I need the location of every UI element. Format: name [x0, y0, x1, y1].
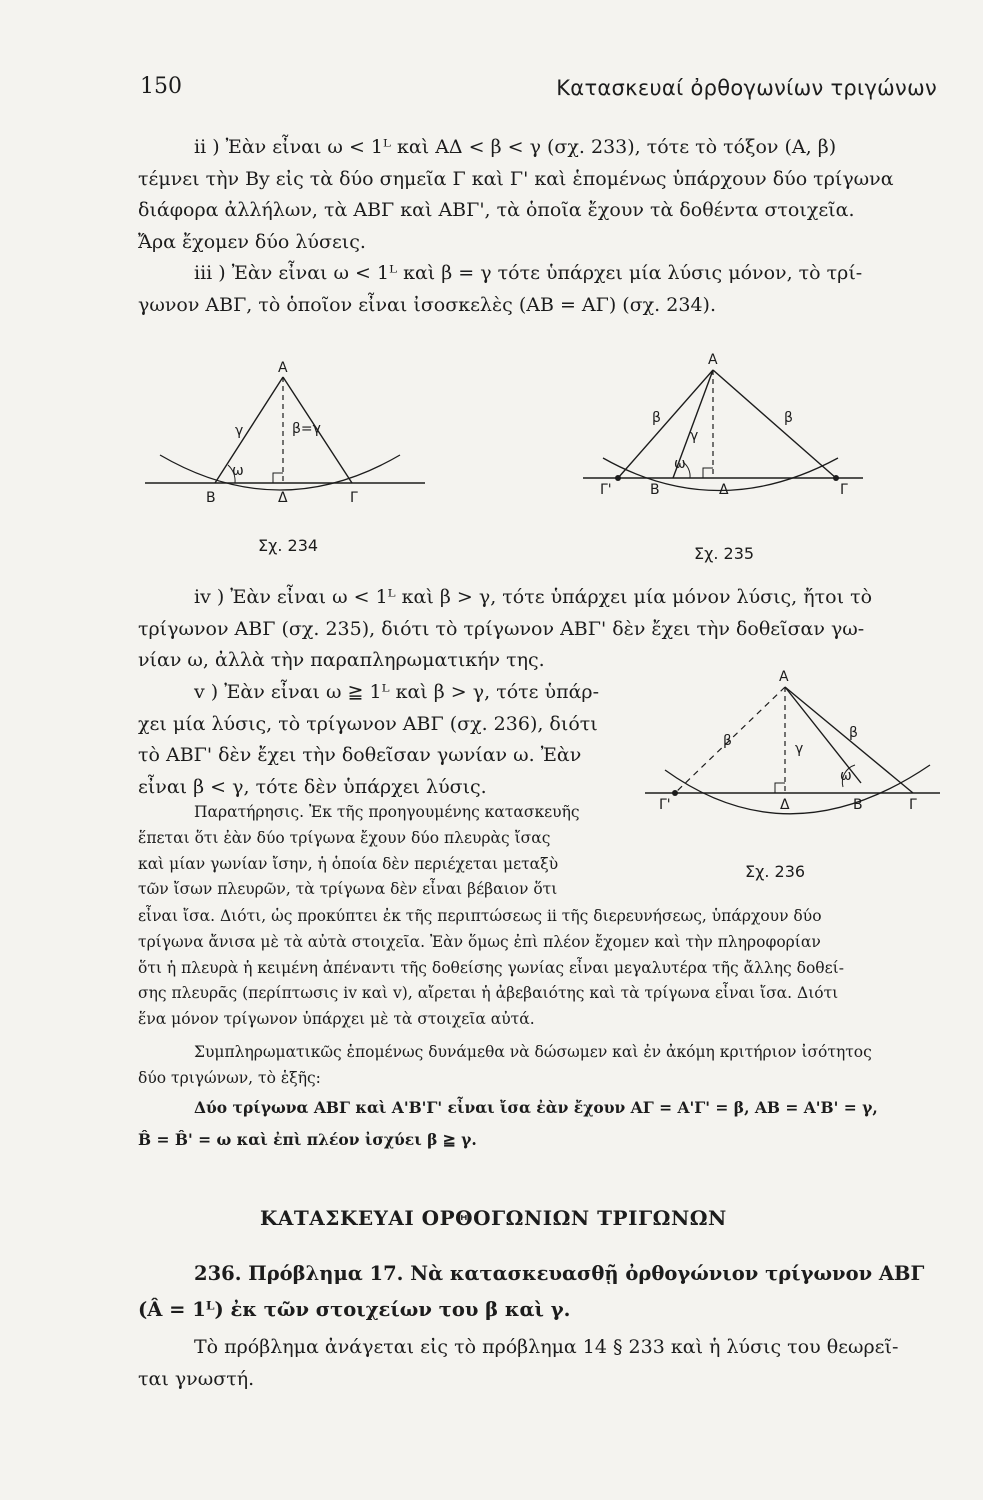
label-b: B: [853, 797, 863, 813]
label-a: A: [779, 669, 789, 685]
running-title: Κατασκευαί ὀρθογωνίων τριγώνων: [556, 76, 937, 100]
criterion-statement: [138, 1092, 938, 1156]
text-line: ὅτι ἡ πλευρὰ ἡ κειμένη ἀπέναντι τῆς δοθείσης γωνίας εἶναι μεγαλυτέρα τῆς ἄλλης δοθεί-: [138, 958, 844, 977]
text-line: δύο τριγώνων, τὸ ἑξῆς:: [138, 1068, 321, 1087]
text-line: τέμνει τὴν Βy εἰς τὰ δύο σημεῖα Γ καὶ Γ' καὶ ἑπομένως ὑπάρχουν δύο τρίγωνα: [138, 167, 894, 190]
remark-paragraph: [138, 800, 626, 903]
supplement-paragraph: [138, 1040, 938, 1092]
page-header: [140, 74, 937, 108]
label-g-prime: Γ': [659, 797, 671, 813]
text-line: νίαν ω, ἀλλὰ τὴν παραπληρωματικήν της.: [138, 649, 545, 671]
right-angle-mark: [703, 468, 713, 478]
text-line: τῶν ἴσων πλευρῶν, τὰ τρίγωνα δὲν εἶναι βέβαιον ὅτι: [138, 880, 558, 899]
label-gamma-point: Γ: [350, 490, 358, 506]
label-delta: Δ: [780, 797, 790, 813]
label-g: Γ: [909, 797, 917, 813]
text-line: (Â = 1ᴸ) ἐκ τῶν στοιχείων του β καὶ γ.: [138, 1298, 571, 1321]
side-ab: [215, 377, 283, 483]
text-line: τρίγωνον ΑΒΓ (σχ. 235), διότι τὸ τρίγωνον ΑΒΓ' δὲν ἔχει τὴν δοθεῖσαν γω-: [138, 617, 865, 640]
label-a: A: [708, 352, 718, 368]
text-line: iv ) Ἐὰν εἶναι ω < 1ᴸ καὶ β > γ, τότε ὑπάρχει μία μόνον λύσις, ἤτοι τὸ: [194, 586, 873, 608]
side-ag: [713, 370, 836, 478]
label-a: A: [278, 360, 288, 376]
label-delta: Δ: [278, 490, 288, 506]
right-angle-mark: [273, 473, 283, 483]
text-line: ii ) Ἐὰν εἶναι ω < 1ᴸ καὶ ΑΔ < β < γ (σχ. 233), τότε τὸ τόξον (Α, β): [194, 136, 837, 158]
text-line: ται γνωστή.: [138, 1367, 255, 1390]
right-angle-mark: [775, 783, 785, 793]
problem-statement: [138, 1256, 938, 1328]
text-line: Παρατήρησις. Ἐκ τῆς προηγουμένης κατασκευῆς: [194, 803, 580, 821]
text-line: Ἄρα ἔχομεν δύο λύσεις.: [138, 230, 366, 253]
section-heading: ΚΑΤΑΣΚΕΥΑΙ ΟΡΘΟΓΩΝΙΩΝ ΤΡΙΓΩΝΩΝ: [260, 1206, 727, 1230]
case-iv-paragraph: [138, 582, 938, 677]
label-beta-right: β: [849, 725, 858, 741]
case-ii-paragraph: [138, 132, 938, 258]
page-number: 150: [140, 74, 182, 99]
text-line: ἕνα μόνον τρίγωνον ὑπάρχει μὲ τὰ στοιχεῖα αὐτά.: [138, 1010, 535, 1029]
label-omega: ω: [840, 768, 852, 784]
label-b: B: [206, 490, 216, 506]
label-omega: ω: [232, 463, 244, 479]
text-line: εἶναι β < γ, τότε δὲν ὑπάρχει λύσις.: [138, 775, 487, 798]
label-gamma: γ: [795, 741, 804, 757]
text-line: σης πλευρᾶς (περίπτωσις iv καὶ v), αἴρεται ἡ ἀβεβαιότης καὶ τὰ τρίγωνα εἶναι ἴσα. Διότι: [138, 984, 839, 1003]
text-line: διάφορα ἀλλήλων, τὰ ΑΒΓ καὶ ΑΒΓ', τὰ ὁποῖα ἔχουν τὰ δοθέντα στοιχεῖα.: [138, 199, 855, 221]
text-line: εἶναι ἴσα. Διότι, ὡς προκύπτει ἐκ τῆς περιπτώσεως ii τῆς διερευνήσεως, ὑπάρχουν δύο: [138, 907, 822, 925]
label-beta-left: β: [723, 733, 732, 749]
caption-236: Σχ. 236: [745, 862, 806, 881]
label-gamma: γ: [235, 423, 244, 439]
case-iii-paragraph: [138, 258, 938, 321]
text-line: γωνον ΑΒΓ, τὸ ὁποῖον εἶναι ἰσοσκελὲς (ΑΒ = ΑΓ) (σχ. 234).: [138, 293, 716, 316]
label-beta-gamma: β=γ: [292, 421, 321, 437]
point-g: [833, 475, 839, 481]
text-line: B̂ = B̂' = ω καὶ ἐπὶ πλέον ἰσχύει β ≧ γ.: [138, 1130, 477, 1149]
text-line: χει μία λύσις, τὸ τρίγωνον ΑΒΓ (σχ. 236), διότι: [138, 712, 598, 735]
text-line: ἕπεται ὅτι ἐὰν δύο τρίγωνα ἔχουν δύο πλευρὰς ἴσας: [138, 828, 551, 847]
caption-234: Σχ. 234: [258, 536, 319, 555]
figure-236: [645, 665, 945, 845]
text-line: τὸ ΑΒΓ' δὲν ἔχει τὴν δοθεῖσαν γωνίαν ω. Ἐὰν: [138, 744, 582, 766]
text-line: iii ) Ἐὰν εἶναι ω < 1ᴸ καὶ β = γ τότε ὑπάρχει μία λύσις μόνον, τὸ τρί-: [194, 262, 863, 284]
label-gamma: γ: [690, 428, 699, 444]
text-line: Συμπληρωματικῶς ἑπομένως δυνάμεθα νὰ δώσωμεν καὶ ἐν ἀκόμη κριτήριον ἰσότητος: [194, 1043, 872, 1061]
text-line: τρίγωνα ἄνισα μὲ τὰ αὐτὰ στοιχεῖα. Ἐὰν ὅμως ἐπὶ πλέον ἔχομεν καὶ τὴν πληροφορίαν: [138, 932, 821, 951]
text-line: Τὸ πρόβλημα ἀνάγεται εἰς τὸ πρόβλημα 14 § 233 καὶ ἡ λύσις του θεωρεῖ-: [194, 1336, 899, 1358]
label-beta-right: β: [784, 410, 793, 426]
arc: [665, 765, 930, 814]
label-omega: ω: [674, 456, 686, 472]
remark-paragraph-continued: [138, 904, 938, 1033]
text-line: καὶ μίαν γωνίαν ἴσην, ἡ ὁποία δὲν περιέχεται μεταξὺ: [138, 854, 559, 873]
side-ag-prime: [618, 370, 713, 478]
text-line: 236. Πρόβλημα 17. Νὰ κατασκευασθῇ ὀρθογώνιον τρίγωνον ΑΒΓ: [194, 1262, 925, 1285]
label-b: B: [650, 482, 660, 498]
point-g-prime: [672, 790, 678, 796]
figure-235: [578, 348, 868, 518]
label-beta-left: β: [652, 410, 661, 426]
text-line: v ) Ἐὰν εἶναι ω ≧ 1ᴸ καὶ β > γ, τότε ὑπάρ-: [194, 681, 599, 703]
figure-234: [140, 355, 430, 520]
final-paragraph: [138, 1332, 938, 1395]
point-g-prime: [615, 475, 621, 481]
case-v-paragraph: [138, 677, 628, 803]
label-g: Γ: [840, 482, 848, 498]
caption-235: Σχ. 235: [694, 544, 755, 563]
text-line: Δύο τρίγωνα ΑΒΓ καὶ Α'Β'Γ' εἶναι ἴσα ἐὰν ἔχουν ΑΓ = Α'Γ' = β, ΑΒ = Α'Β' = γ,: [194, 1098, 878, 1117]
label-delta: Δ: [719, 482, 729, 498]
label-g-prime: Γ': [600, 482, 612, 498]
